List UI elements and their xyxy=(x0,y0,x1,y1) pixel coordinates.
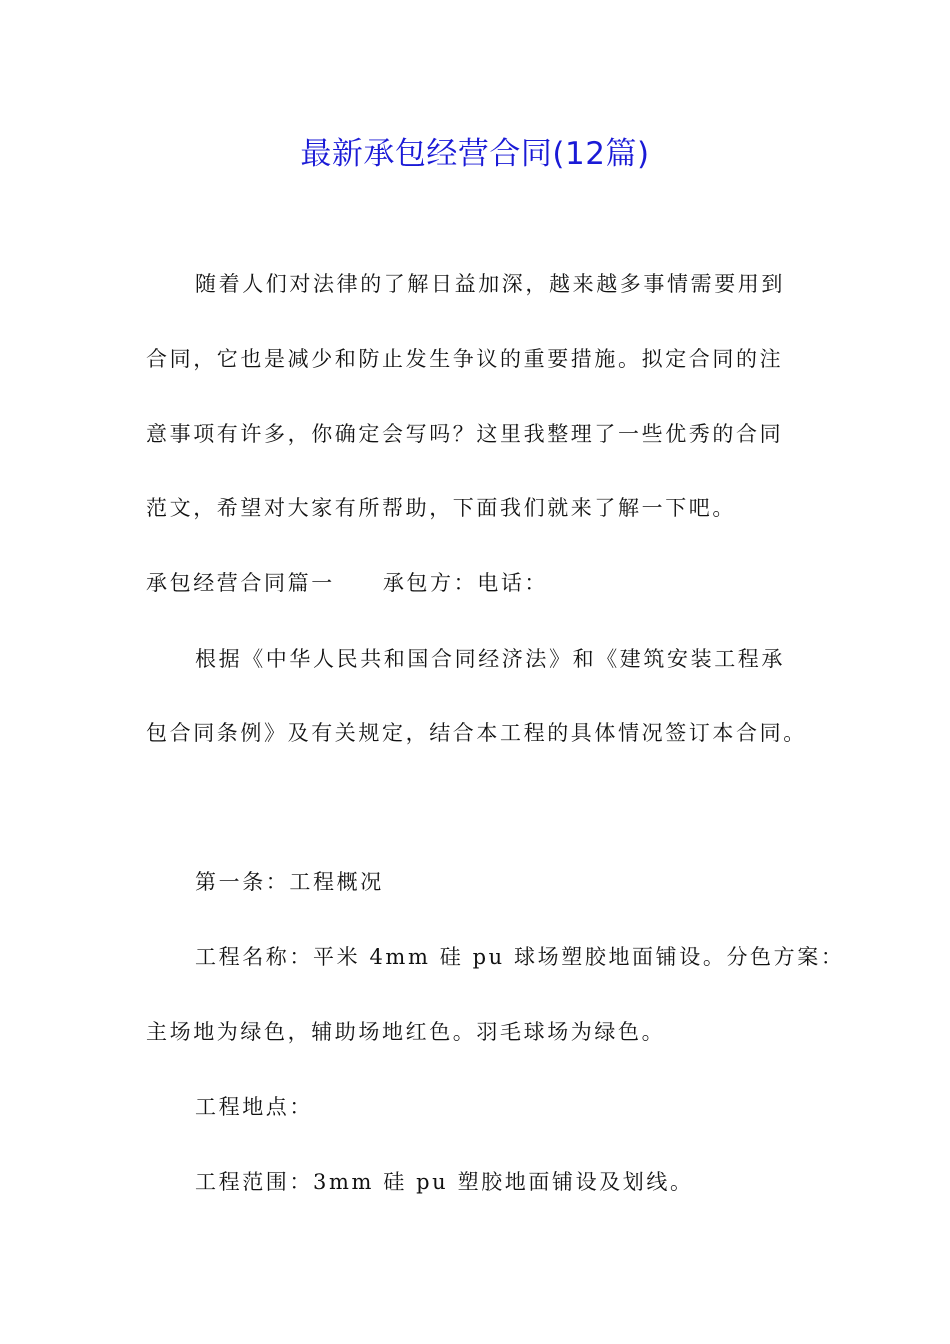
basis-line-1: 根据《中华人民共和国合同经济法》和《建筑安装工程承 xyxy=(195,647,785,671)
article-one-heading: 第一条：工程概况 xyxy=(195,870,384,894)
basis-line-2: 包合同条例》及有关规定，结合本工程的具体情况签订本合同。 xyxy=(146,721,807,745)
contractor-label: 承包方： xyxy=(382,571,478,595)
project-location: 工程地点： xyxy=(195,1095,313,1119)
project-name-line-1: 工程名称：平米 4mm 硅 pu 球场塑胶地面铺设。分色方案： xyxy=(195,945,845,969)
phone-label: 电话： xyxy=(477,571,549,595)
intro-line-1: 随着人们对法律的了解日益加深，越来越多事情需要用到 xyxy=(195,272,785,296)
project-name-line-2: 主场地为绿色，辅助场地红色。羽毛球场为绿色。 xyxy=(146,1020,666,1044)
section-heading: 承包经营合同篇一 xyxy=(146,571,335,595)
intro-line-2: 合同，它也是减少和防止发生争议的重要措施。拟定合同的注 xyxy=(146,347,784,371)
document-title: 最新承包经营合同(12篇) xyxy=(300,136,650,172)
intro-line-4: 范文，希望对大家有所帮助，下面我们就来了解一下吧。 xyxy=(146,496,736,520)
section-heading-line xyxy=(146,569,548,597)
intro-line-3: 意事项有许多，你确定会写吗？这里我整理了一些优秀的合同 xyxy=(146,422,784,446)
project-scope: 工程范围：3mm 硅 pu 塑胶地面铺设及划线。 xyxy=(195,1170,694,1194)
